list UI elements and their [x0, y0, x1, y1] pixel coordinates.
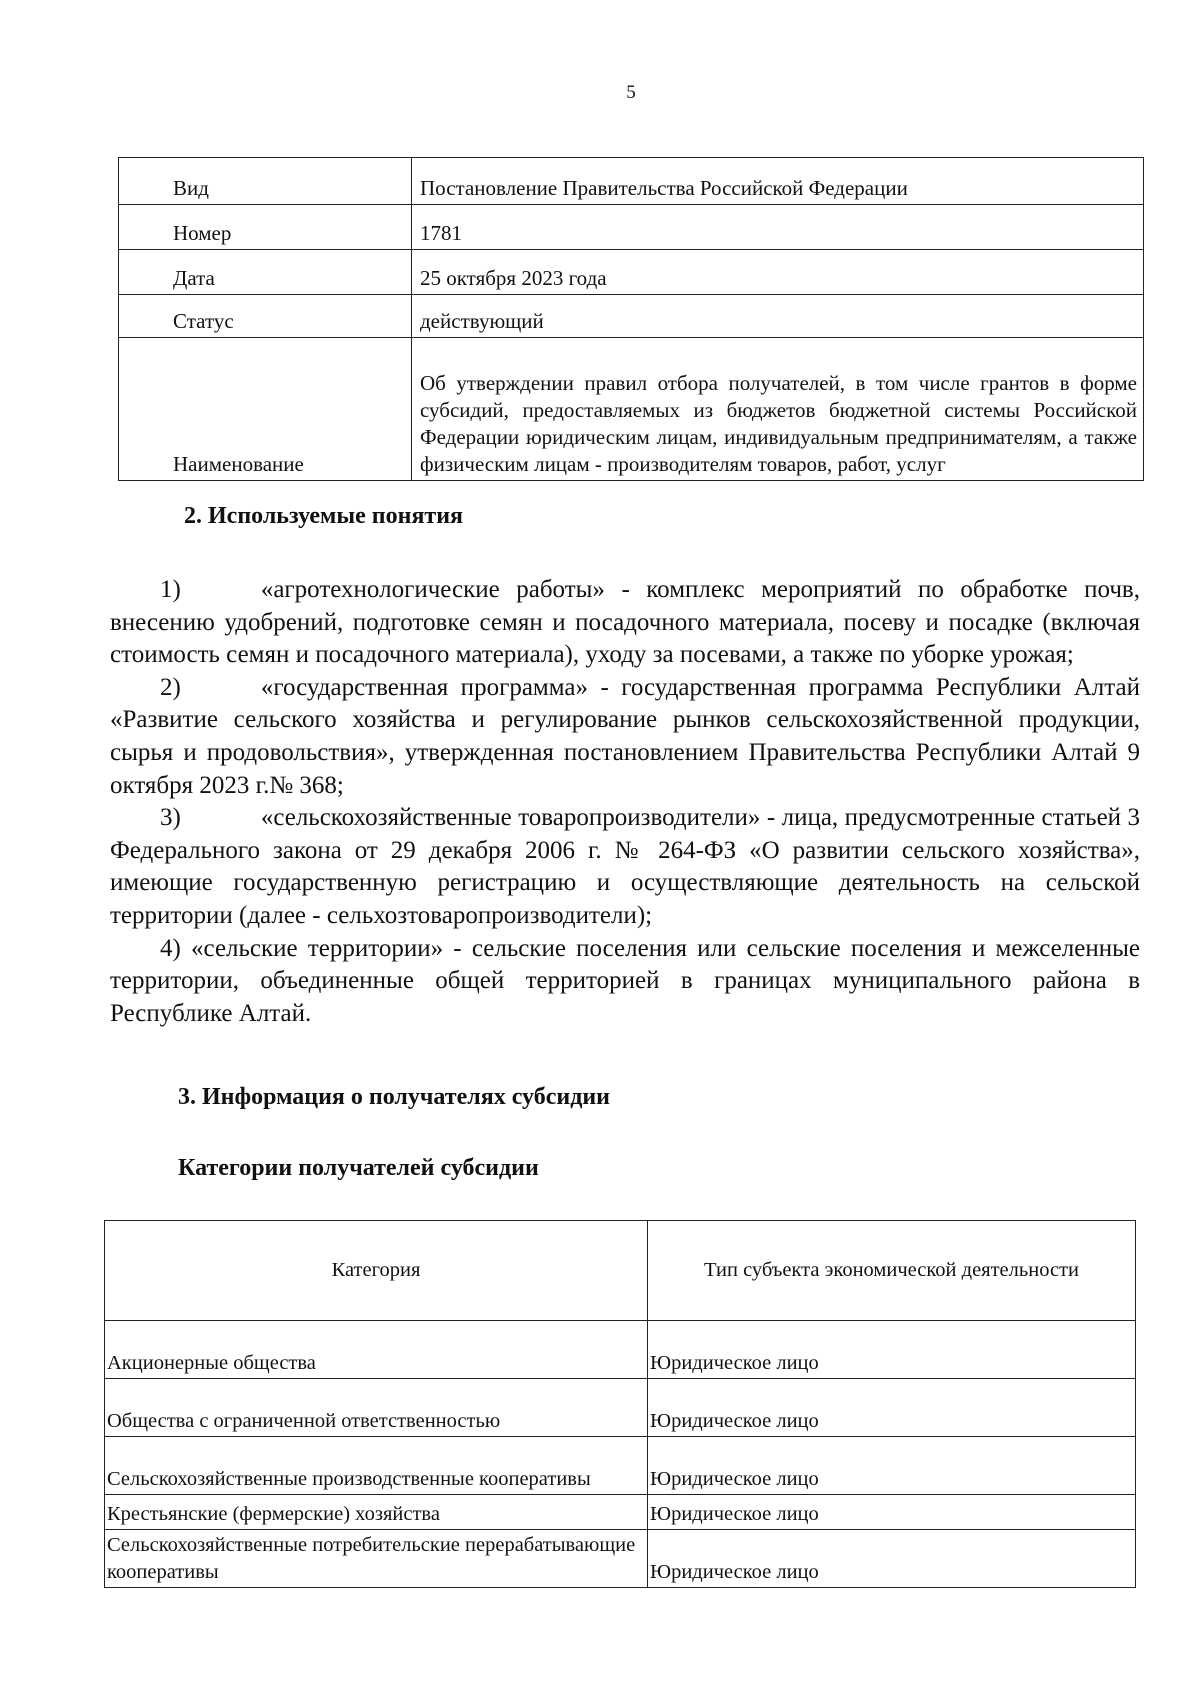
- column-header-category: Категория: [105, 1221, 648, 1321]
- category-cell: Сельскохозяйственные производственные кооперативы: [105, 1437, 648, 1495]
- item-text: «государственная программа» - государственная программа Республики Алтай «Развитие сельского хозяйства и регулирование рынков сельскохозяйственной продукции, сырья и продовольствия», утвержденная постановлением Правительства Республики Алтай 9 октября 2023 г.№ 368;: [110, 673, 1140, 799]
- info-value: Об утверждении правил отбора получателей, в том числе грантов в форме субсидий, предоставляемых из бюджетов бюджетной системы Российской Федерации юридическим лицам, индивидуальным предпринимателям, а также физическим лицам - производителям товаров, работ, услуг: [412, 338, 1144, 481]
- table-row: [119, 250, 1144, 295]
- category-cell: Сельскохозяйственные потребительские перерабатывающие кооперативы: [105, 1530, 648, 1588]
- category-cell: Общества с ограниченной ответственностью: [105, 1379, 648, 1437]
- page-number: 5: [626, 82, 636, 103]
- list-item: [110, 802, 1140, 932]
- info-key: Статус: [119, 295, 412, 338]
- table-row: [105, 1321, 1136, 1379]
- list-item: [110, 933, 1140, 1031]
- category-cell: Акционерные общества: [105, 1321, 648, 1379]
- item-text: «сельскохозяйственные товаропроизводители» - лица, предусмотренные статьей 3 Федерального закона от 29 декабря 2006 г. № 264-ФЗ «О развитии сельского хозяйства», имеющие государственную регистрацию и осуществляющие деятельность на сельской территории (далее - сельхозтоваропроизводители);: [110, 804, 1140, 929]
- table-row: [105, 1495, 1136, 1530]
- table-row: [119, 338, 1144, 481]
- entity-type-cell: Юридическое лицо: [648, 1321, 1136, 1379]
- entity-type-cell: Юридическое лицо: [648, 1530, 1136, 1588]
- table-row: [105, 1379, 1136, 1437]
- category-cell: Крестьянские (фермерские) хозяйства: [105, 1495, 648, 1530]
- info-value: 25 октября 2023 года: [412, 250, 1144, 295]
- table-row: [119, 295, 1144, 338]
- table-header-row: [105, 1221, 1136, 1321]
- info-value: действующий: [412, 295, 1144, 338]
- item-text: «сельские территории» - сельские поселения или сельские поселения и межселенные территории, объединенные общей территорией в границах муниципального района в Республике Алтай.: [110, 934, 1140, 1027]
- item-number: 4): [160, 934, 181, 962]
- info-value: Постановление Правительства Российской Федерации: [412, 158, 1144, 205]
- document-info-table: [118, 157, 1144, 481]
- info-key: Дата: [119, 250, 412, 295]
- section-3-title: 3. Информация о получателях субсидии: [178, 1084, 610, 1110]
- section-2-title: 2. Используемые понятия: [184, 503, 464, 529]
- info-key: Наименование: [119, 338, 412, 481]
- column-header-entity-type: Тип субъекта экономической деятельности: [648, 1221, 1136, 1321]
- item-number: 1): [160, 576, 181, 603]
- table-row: [119, 205, 1144, 250]
- item-number: 3): [160, 804, 181, 832]
- section-3-subtitle: Категории получателей субсидии: [178, 1155, 539, 1181]
- list-item: [110, 672, 1140, 802]
- entity-type-cell: Юридическое лицо: [648, 1379, 1136, 1437]
- entity-type-cell: Юридическое лицо: [648, 1495, 1136, 1530]
- recipient-categories-table: [104, 1220, 1136, 1588]
- item-text: «агротехнологические работы» - комплекс мероприятий по обработке почв, внесению удобрений, подготовке семян и посадочного материала, посеву и посадке (включая стоимость семян и посадочного материала), уходу за посевами, а также по уборке урожая;: [110, 576, 1140, 669]
- info-value: 1781: [412, 205, 1144, 250]
- list-item: [110, 574, 1140, 672]
- table-row: [119, 158, 1144, 205]
- item-number: 2): [160, 673, 181, 701]
- definitions-list: [110, 574, 1140, 1030]
- table-row: [105, 1530, 1136, 1588]
- entity-type-cell: Юридическое лицо: [648, 1437, 1136, 1495]
- info-key: Вид: [119, 158, 412, 205]
- table-row: [105, 1437, 1136, 1495]
- info-key: Номер: [119, 205, 412, 250]
